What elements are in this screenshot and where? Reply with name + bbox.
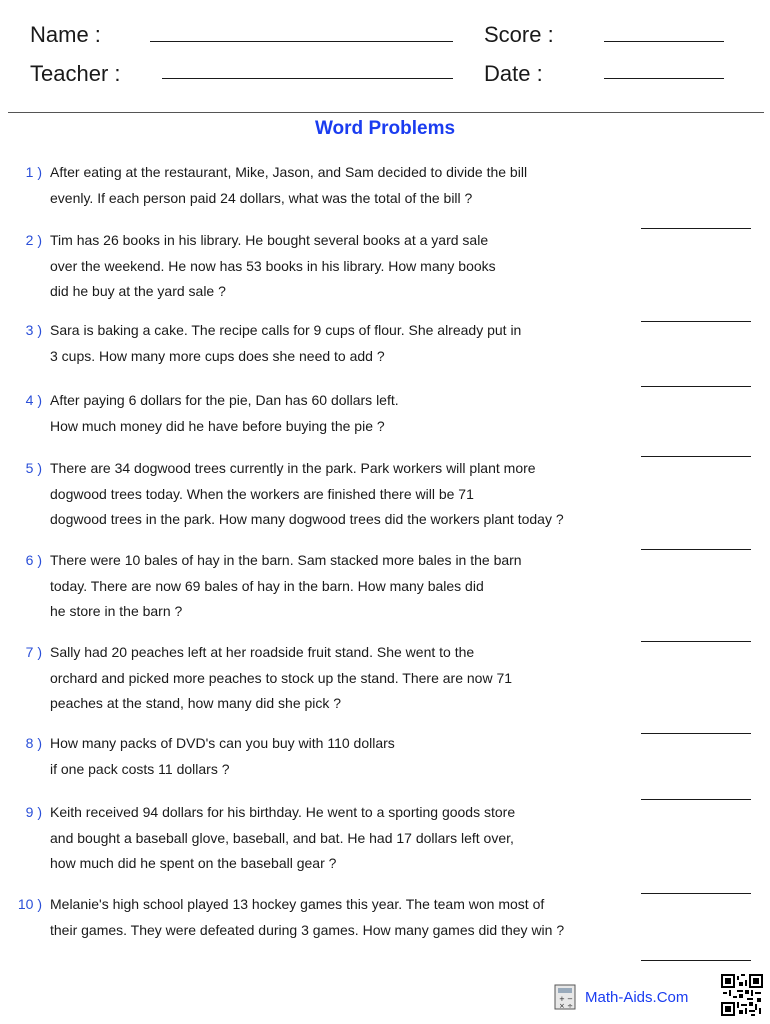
problem-text-line: After eating at the restaurant, Mike, Jason, and Sam decided to divide the bill bbox=[50, 164, 528, 180]
name-line[interactable] bbox=[150, 41, 453, 42]
calculator-icon bbox=[554, 984, 576, 1010]
svg-text:+ −: + − bbox=[559, 995, 573, 1003]
problem-number: 5 ) bbox=[25, 460, 42, 476]
problem-text-line: he store in the barn ? bbox=[50, 603, 183, 619]
problem-text-line: Sara is baking a cake. The recipe calls for 9 cups of flour. She already put in bbox=[50, 322, 522, 338]
problem-number: 1 ) bbox=[25, 164, 42, 180]
problem-text-line: Tim has 26 books in his library. He bought several books at a yard sale bbox=[50, 232, 489, 248]
teacher-line[interactable] bbox=[162, 78, 453, 79]
answer-line[interactable] bbox=[641, 228, 751, 229]
header-divider bbox=[8, 112, 764, 113]
problem-text-line: Sally had 20 peaches left at her roadside fruit stand. She went to the bbox=[50, 644, 475, 660]
problem-text-line: if one pack costs 11 dollars ? bbox=[50, 760, 230, 777]
problem-number: 4 ) bbox=[25, 392, 42, 408]
answer-line[interactable] bbox=[641, 549, 751, 550]
problem-number: 6 ) bbox=[25, 552, 42, 568]
answer-line[interactable] bbox=[641, 456, 751, 457]
problem-number: 10 ) bbox=[17, 896, 42, 912]
problem-text-line: After paying 6 dollars for the pie, Dan has 60 dollars left. bbox=[50, 392, 399, 408]
problem-text-line: There are 34 dogwood trees currently in the park. Park workers will plant more bbox=[50, 460, 536, 476]
problem-text-line: did he buy at the yard sale ? bbox=[50, 283, 226, 299]
problem-text-line: evenly. If each person paid 24 dollars, what was the total of the bill ? bbox=[50, 189, 473, 206]
problem-text-line: There were 10 bales of hay in the barn. Sam stacked more bales in the barn bbox=[50, 552, 522, 568]
answer-line[interactable] bbox=[641, 893, 751, 894]
page-title: Word Problems bbox=[314, 118, 456, 139]
problem-text-line: their games. They were defeated during 3 games. How many games did they win ? bbox=[50, 921, 565, 938]
name-label: Name : bbox=[30, 22, 101, 47]
problem-number: 9 ) bbox=[25, 804, 42, 820]
problem-number: 7 ) bbox=[25, 644, 42, 660]
score-label: Score : bbox=[484, 22, 554, 47]
problem-text-line: Melanie's high school played 13 hockey games this year. The team won most of bbox=[50, 896, 545, 912]
problem-text-line: dogwood trees in the park. How many dogwood trees did the workers plant today ? bbox=[50, 511, 564, 527]
score-line[interactable] bbox=[604, 41, 724, 42]
problem-text-line: today. There are now 69 bales of hay in the barn. How many bales did bbox=[50, 577, 484, 594]
problem-text-line: and bought a baseball glove, baseball, and bat. He had 17 dollars left over, bbox=[50, 829, 514, 846]
problem-text-line: peaches at the stand, how many did she pick ? bbox=[50, 695, 342, 711]
problem-text-line: dogwood trees today. When the workers are finished there will be 71 bbox=[50, 485, 474, 502]
answer-line[interactable] bbox=[641, 799, 751, 800]
problem-number: 3 ) bbox=[25, 322, 42, 338]
date-line[interactable] bbox=[604, 78, 724, 79]
answer-line[interactable] bbox=[641, 960, 751, 961]
footer-brand-link[interactable]: Math-Aids.Com bbox=[585, 989, 689, 1006]
problem-text-line: How much money did he have before buying the pie ? bbox=[50, 417, 385, 434]
date-label: Date : bbox=[484, 61, 543, 86]
answer-line[interactable] bbox=[641, 386, 751, 387]
teacher-label: Teacher : bbox=[30, 61, 121, 86]
problem-text-line: orchard and picked more peaches to stock up the stand. There are now 71 bbox=[50, 669, 513, 686]
problem-text-line: 3 cups. How many more cups does she need to add ? bbox=[50, 347, 385, 364]
problem-text-line: how much did he spent on the baseball gear ? bbox=[50, 855, 337, 871]
answer-line[interactable] bbox=[641, 733, 751, 734]
svg-text:× ÷: × ÷ bbox=[559, 1002, 573, 1010]
qr-code-icon bbox=[721, 974, 763, 1016]
problem-number: 8 ) bbox=[25, 735, 42, 751]
problem-text-line: How many packs of DVD's can you buy with 110 dollars bbox=[50, 735, 395, 751]
answer-line[interactable] bbox=[641, 321, 751, 322]
problem-text-line: over the weekend. He now has 53 books in his library. How many books bbox=[50, 257, 496, 274]
problem-text-line: Keith received 94 dollars for his birthday. He went to a sporting goods store bbox=[50, 804, 516, 820]
problem-number: 2 ) bbox=[25, 232, 42, 248]
answer-line[interactable] bbox=[641, 641, 751, 642]
